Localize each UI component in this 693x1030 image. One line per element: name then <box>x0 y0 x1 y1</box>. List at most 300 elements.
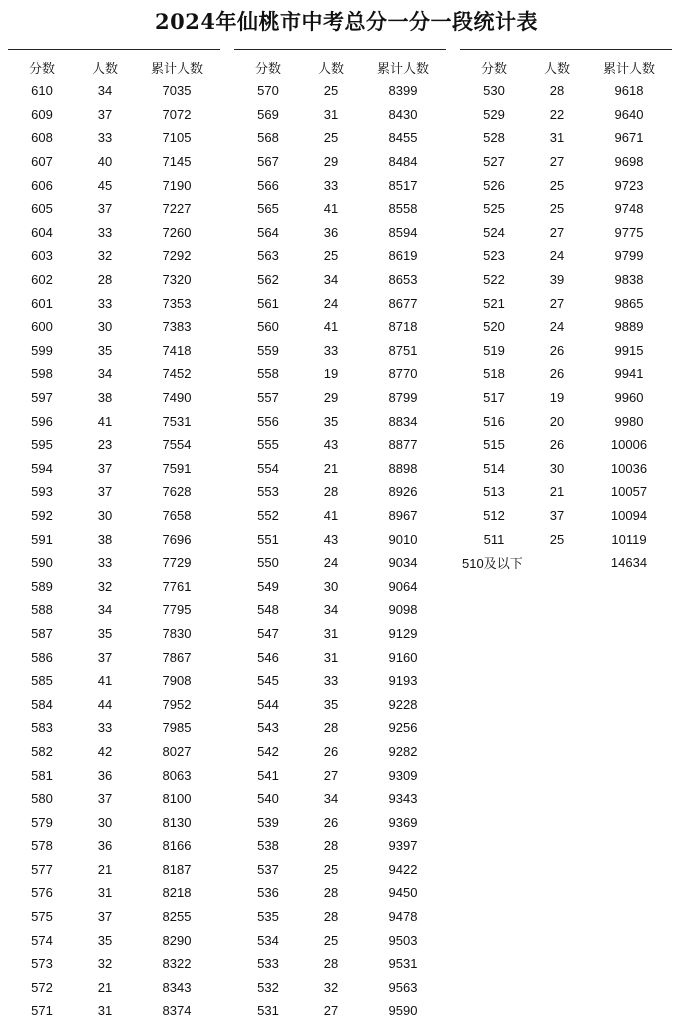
count-cell: 28 <box>97 272 113 288</box>
score-cell: 553 <box>257 484 279 500</box>
score-cell: 603 <box>31 248 53 264</box>
cumulative-cell: 8898 <box>388 460 418 476</box>
table-row <box>234 952 446 976</box>
cumulative-cell: 9775 <box>614 224 644 240</box>
count-cell: 33 <box>323 342 339 358</box>
cumulative-cell: 9422 <box>388 861 418 877</box>
table-row-footer <box>460 551 672 575</box>
cumulative-cell: 9723 <box>614 177 644 193</box>
table-row <box>8 763 220 787</box>
table-row <box>8 622 220 646</box>
score-cell: 567 <box>257 154 279 170</box>
score-cell: 537 <box>257 861 279 877</box>
cumulative-cell: 7260 <box>162 224 192 240</box>
table-row <box>234 244 446 268</box>
table-row <box>8 834 220 858</box>
table-row <box>234 527 446 551</box>
table-row <box>8 976 220 1000</box>
count-cell: 28 <box>549 83 565 99</box>
header-score: 分数 <box>28 60 55 76</box>
cumulative-cell: 8484 <box>388 154 418 170</box>
count-cell: 25 <box>549 201 565 217</box>
count-cell: 31 <box>323 625 339 641</box>
cumulative-cell: 8834 <box>388 413 418 429</box>
cumulative-cell: 9193 <box>388 673 418 689</box>
table-row <box>8 527 220 551</box>
cumulative-cell: 7531 <box>162 413 192 429</box>
cumulative-cell: 8967 <box>388 507 418 523</box>
count-cell: 40 <box>97 154 113 170</box>
table-row <box>234 999 446 1023</box>
count-cell: 29 <box>323 390 339 406</box>
count-cell: 37 <box>97 484 113 500</box>
table-row <box>8 79 220 103</box>
table-row <box>8 339 220 363</box>
count-cell: 31 <box>549 130 565 146</box>
score-cell: 574 <box>31 932 53 948</box>
score-column-3 <box>460 49 672 574</box>
count-cell: 26 <box>549 342 565 358</box>
table-row <box>8 126 220 150</box>
count-cell: 19 <box>323 366 339 382</box>
cumulative-cell: 9590 <box>388 1003 418 1019</box>
table-row <box>234 858 446 882</box>
count-cell: 41 <box>97 673 113 689</box>
table-row <box>8 150 220 174</box>
count-cell: 45 <box>97 177 113 193</box>
table-row <box>8 574 220 598</box>
count-cell: 41 <box>323 319 339 335</box>
score-cell: 593 <box>31 484 53 500</box>
score-cell: 518 <box>483 366 505 382</box>
count-cell: 41 <box>323 201 339 217</box>
count-cell: 21 <box>97 979 113 995</box>
table-row <box>8 291 220 315</box>
cumulative-cell: 9889 <box>614 319 644 335</box>
table-row <box>234 362 446 386</box>
count-cell: 21 <box>323 460 339 476</box>
cumulative-cell: 9256 <box>388 720 418 736</box>
table-row <box>8 716 220 740</box>
table-row <box>234 173 446 197</box>
count-cell: 34 <box>97 83 113 99</box>
score-cell: 570 <box>257 83 279 99</box>
score-column-1 <box>8 49 220 1023</box>
score-cell: 516 <box>483 413 505 429</box>
count-cell: 25 <box>549 177 565 193</box>
count-cell: 33 <box>97 224 113 240</box>
table-row <box>234 291 446 315</box>
table-row <box>234 669 446 693</box>
cumulative-cell: 9397 <box>388 838 418 854</box>
count-cell: 37 <box>97 201 113 217</box>
count-cell: 38 <box>97 390 113 406</box>
count-cell: 31 <box>323 649 339 665</box>
count-cell: 34 <box>97 366 113 382</box>
table-row <box>234 150 446 174</box>
cumulative-cell: 8877 <box>388 437 418 453</box>
score-cell: 572 <box>31 979 53 995</box>
score-cell: 564 <box>257 224 279 240</box>
cumulative-cell: 7292 <box>162 248 192 264</box>
cumulative-cell: 7418 <box>162 342 192 358</box>
score-cell: 534 <box>257 932 279 948</box>
count-cell: 33 <box>97 130 113 146</box>
score-cell: 525 <box>483 201 505 217</box>
table-row <box>8 315 220 339</box>
table-row <box>234 103 446 127</box>
cumulative-cell: 9980 <box>614 413 644 429</box>
header-score: 分数 <box>480 60 507 76</box>
table-row <box>8 858 220 882</box>
cumulative-cell: 8558 <box>388 201 418 217</box>
score-cell: 529 <box>483 106 505 122</box>
score-table <box>8 55 220 1023</box>
cumulative-cell: 8718 <box>388 319 418 335</box>
count-cell: 37 <box>97 649 113 665</box>
score-cell: 588 <box>31 602 53 618</box>
score-cell: 531 <box>257 1003 279 1019</box>
count-cell: 39 <box>549 272 565 288</box>
cumulative-cell: 9865 <box>614 295 644 311</box>
table-row <box>8 551 220 575</box>
table-row <box>234 268 446 292</box>
score-cell: 536 <box>257 885 279 901</box>
score-cell: 513 <box>483 484 505 500</box>
count-cell: 28 <box>323 720 339 736</box>
cumulative-cell: 9450 <box>388 885 418 901</box>
table-row <box>8 362 220 386</box>
score-cell: 532 <box>257 979 279 995</box>
count-cell: 26 <box>549 437 565 453</box>
cumulative-cell: 9748 <box>614 201 644 217</box>
table-row <box>234 339 446 363</box>
cumulative-cell: 7035 <box>162 83 192 99</box>
count-cell: 28 <box>323 838 339 854</box>
cumulative-cell: 9698 <box>614 154 644 170</box>
cumulative-cell: 8653 <box>388 272 418 288</box>
table-row <box>234 692 446 716</box>
score-cell: 560 <box>257 319 279 335</box>
cumulative-cell: 8130 <box>162 814 192 830</box>
cumulative-cell: 7729 <box>162 555 192 571</box>
table-row <box>234 315 446 339</box>
score-cell: 608 <box>31 130 53 146</box>
cumulative-cell: 7908 <box>162 673 192 689</box>
score-cell: 514 <box>483 460 505 476</box>
cumulative-cell: 9671 <box>614 130 644 146</box>
count-cell: 27 <box>323 1003 339 1019</box>
score-cell: 541 <box>257 767 279 783</box>
count-cell: 25 <box>323 932 339 948</box>
score-cell: 545 <box>257 673 279 689</box>
cumulative-cell: 7658 <box>162 507 192 523</box>
score-cell: 576 <box>31 885 53 901</box>
count-cell: 31 <box>97 885 113 901</box>
count-cell: 24 <box>549 319 565 335</box>
cumulative-cell: 8166 <box>162 838 192 854</box>
score-cell: 524 <box>483 224 505 240</box>
cumulative-cell: 8290 <box>162 932 192 948</box>
cumulative-cell: 7985 <box>162 720 192 736</box>
table-row <box>460 457 672 481</box>
count-cell: 21 <box>549 484 565 500</box>
cumulative-cell: 7383 <box>162 319 192 335</box>
table-row <box>8 669 220 693</box>
cumulative-cell: 9618 <box>614 83 644 99</box>
cumulative-cell: 7353 <box>162 295 192 311</box>
count-cell: 28 <box>323 484 339 500</box>
count-cell: 33 <box>323 673 339 689</box>
cumulative-cell: 7696 <box>162 531 192 547</box>
cumulative-cell: 7795 <box>162 602 192 618</box>
score-cell: 526 <box>483 177 505 193</box>
score-cell: 598 <box>31 366 53 382</box>
count-cell: 32 <box>323 979 339 995</box>
score-cell: 522 <box>483 272 505 288</box>
score-cell: 533 <box>257 956 279 972</box>
cumulative-cell: 8187 <box>162 861 192 877</box>
cumulative-cell: 7320 <box>162 272 192 288</box>
cumulative-cell: 8751 <box>388 342 418 358</box>
score-cell: 554 <box>257 460 279 476</box>
cumulative-cell: 8218 <box>162 885 192 901</box>
score-cell: 556 <box>257 413 279 429</box>
score-cell: 587 <box>31 625 53 641</box>
count-cell: 32 <box>97 248 113 264</box>
score-column-2 <box>234 49 446 1023</box>
count-cell: 36 <box>97 767 113 783</box>
score-cell: 539 <box>257 814 279 830</box>
table-row <box>234 740 446 764</box>
table-row <box>8 173 220 197</box>
count-cell: 37 <box>97 791 113 807</box>
cumulative-cell: 9941 <box>614 366 644 382</box>
score-cell: 555 <box>257 437 279 453</box>
column-rule <box>460 49 672 50</box>
table-row <box>8 740 220 764</box>
cumulative-cell: 7952 <box>162 696 192 712</box>
count-cell: 28 <box>323 956 339 972</box>
score-cell: 610 <box>31 83 53 99</box>
count-cell: 34 <box>323 791 339 807</box>
count-cell: 32 <box>97 578 113 594</box>
score-cell: 577 <box>31 861 53 877</box>
cumulative-cell: 9369 <box>388 814 418 830</box>
count-cell: 35 <box>97 932 113 948</box>
score-cell: 580 <box>31 791 53 807</box>
count-cell: 25 <box>323 861 339 877</box>
header-cumulative: 累计人数 <box>602 60 655 76</box>
count-cell: 27 <box>549 224 565 240</box>
score-cell: 589 <box>31 578 53 594</box>
table-row <box>460 103 672 127</box>
cumulative-cell: 7227 <box>162 201 192 217</box>
score-cell: 584 <box>31 696 53 712</box>
count-cell: 28 <box>323 909 339 925</box>
header-cumulative: 累计人数 <box>376 60 429 76</box>
table-row <box>460 126 672 150</box>
count-cell: 30 <box>323 578 339 594</box>
count-cell: 25 <box>323 130 339 146</box>
cumulative-cell: 14634 <box>610 555 648 571</box>
cumulative-cell: 8027 <box>162 743 192 759</box>
cumulative-cell: 9563 <box>388 979 418 995</box>
count-cell: 36 <box>323 224 339 240</box>
table-row <box>8 409 220 433</box>
table-row <box>234 480 446 504</box>
table-row <box>460 480 672 504</box>
table-row <box>234 79 446 103</box>
count-cell: 43 <box>323 531 339 547</box>
count-cell: 35 <box>323 413 339 429</box>
count-cell: 22 <box>549 106 565 122</box>
score-cell: 543 <box>257 720 279 736</box>
score-range-label: 510及以下 <box>462 556 523 572</box>
score-cell: 523 <box>483 248 505 264</box>
score-cell: 551 <box>257 531 279 547</box>
table-row <box>460 362 672 386</box>
cumulative-cell: 9309 <box>388 767 418 783</box>
table-row <box>8 881 220 905</box>
table-row <box>234 716 446 740</box>
table-row <box>234 504 446 528</box>
score-cell: 583 <box>31 720 53 736</box>
cumulative-cell: 8063 <box>162 767 192 783</box>
header-count: 人数 <box>91 60 118 76</box>
score-cell: 575 <box>31 909 53 925</box>
count-cell: 30 <box>97 507 113 523</box>
table-row <box>234 433 446 457</box>
count-cell: 29 <box>323 154 339 170</box>
count-cell: 24 <box>323 555 339 571</box>
count-cell: 37 <box>97 460 113 476</box>
table-row <box>234 787 446 811</box>
cumulative-cell: 8770 <box>388 366 418 382</box>
table-row <box>460 197 672 221</box>
count-cell: 41 <box>97 413 113 429</box>
cumulative-cell: 8455 <box>388 130 418 146</box>
cumulative-cell: 7761 <box>162 578 192 594</box>
score-cell: 548 <box>257 602 279 618</box>
score-cell: 540 <box>257 791 279 807</box>
table-row <box>460 315 672 339</box>
score-cell: 528 <box>483 130 505 146</box>
count-cell: 26 <box>549 366 565 382</box>
table-row <box>460 268 672 292</box>
cumulative-cell: 9640 <box>614 106 644 122</box>
count-cell: 34 <box>323 602 339 618</box>
count-cell: 25 <box>323 83 339 99</box>
table-row <box>460 244 672 268</box>
cumulative-cell: 9010 <box>388 531 418 547</box>
score-cell: 599 <box>31 342 53 358</box>
score-cell: 557 <box>257 390 279 406</box>
table-row <box>8 386 220 410</box>
table-row <box>8 268 220 292</box>
count-cell: 41 <box>323 507 339 523</box>
score-cell: 579 <box>31 814 53 830</box>
cumulative-cell: 9034 <box>388 555 418 571</box>
table-row <box>460 173 672 197</box>
table-row <box>8 244 220 268</box>
score-cell: 535 <box>257 909 279 925</box>
cumulative-cell: 9799 <box>614 248 644 264</box>
count-cell: 35 <box>323 696 339 712</box>
header-cumulative: 累计人数 <box>150 60 203 76</box>
score-cell: 566 <box>257 177 279 193</box>
cumulative-cell: 8100 <box>162 791 192 807</box>
score-cell: 592 <box>31 507 53 523</box>
count-cell: 30 <box>549 460 565 476</box>
table-row <box>234 976 446 1000</box>
score-cell: 604 <box>31 224 53 240</box>
score-cell: 586 <box>31 649 53 665</box>
score-cell: 530 <box>483 83 505 99</box>
score-cell: 609 <box>31 106 53 122</box>
table-row <box>234 622 446 646</box>
header-score: 分数 <box>254 60 281 76</box>
score-cell: 578 <box>31 838 53 854</box>
score-cell: 581 <box>31 767 53 783</box>
table-row <box>8 810 220 834</box>
score-cell: 597 <box>31 390 53 406</box>
count-cell: 42 <box>97 743 113 759</box>
cumulative-cell: 8374 <box>162 1003 192 1019</box>
count-cell <box>528 551 586 575</box>
column-rule <box>234 49 446 50</box>
score-cell: 550 <box>257 555 279 571</box>
cumulative-cell: 7190 <box>162 177 192 193</box>
cumulative-cell: 7628 <box>162 484 192 500</box>
cumulative-cell: 8399 <box>388 83 418 99</box>
cumulative-cell: 10094 <box>610 507 648 523</box>
score-cell: 538 <box>257 838 279 854</box>
score-cell: 561 <box>257 295 279 311</box>
table-row <box>234 905 446 929</box>
count-cell: 30 <box>97 319 113 335</box>
table-row <box>460 150 672 174</box>
score-cell: 558 <box>257 366 279 382</box>
count-cell: 37 <box>97 909 113 925</box>
count-cell: 19 <box>549 390 565 406</box>
table-row <box>460 79 672 103</box>
count-cell: 35 <box>97 625 113 641</box>
cumulative-cell: 7591 <box>162 460 192 476</box>
cumulative-cell: 8343 <box>162 979 192 995</box>
table-row <box>460 504 672 528</box>
score-cell: 591 <box>31 531 53 547</box>
table-row <box>460 291 672 315</box>
table-row <box>8 457 220 481</box>
cumulative-cell: 8619 <box>388 248 418 264</box>
cumulative-cell: 9098 <box>388 602 418 618</box>
score-cell: 520 <box>483 319 505 335</box>
count-cell: 33 <box>323 177 339 193</box>
score-cell: 563 <box>257 248 279 264</box>
cumulative-cell: 9129 <box>388 625 418 641</box>
count-cell: 37 <box>549 507 565 523</box>
score-cell: 512 <box>483 507 505 523</box>
score-cell: 569 <box>257 106 279 122</box>
header-count: 人数 <box>317 60 344 76</box>
count-cell: 27 <box>549 295 565 311</box>
score-cell: 527 <box>483 154 505 170</box>
count-cell: 36 <box>97 838 113 854</box>
count-cell: 43 <box>323 437 339 453</box>
cumulative-cell: 8926 <box>388 484 418 500</box>
cumulative-cell: 10057 <box>610 484 648 500</box>
